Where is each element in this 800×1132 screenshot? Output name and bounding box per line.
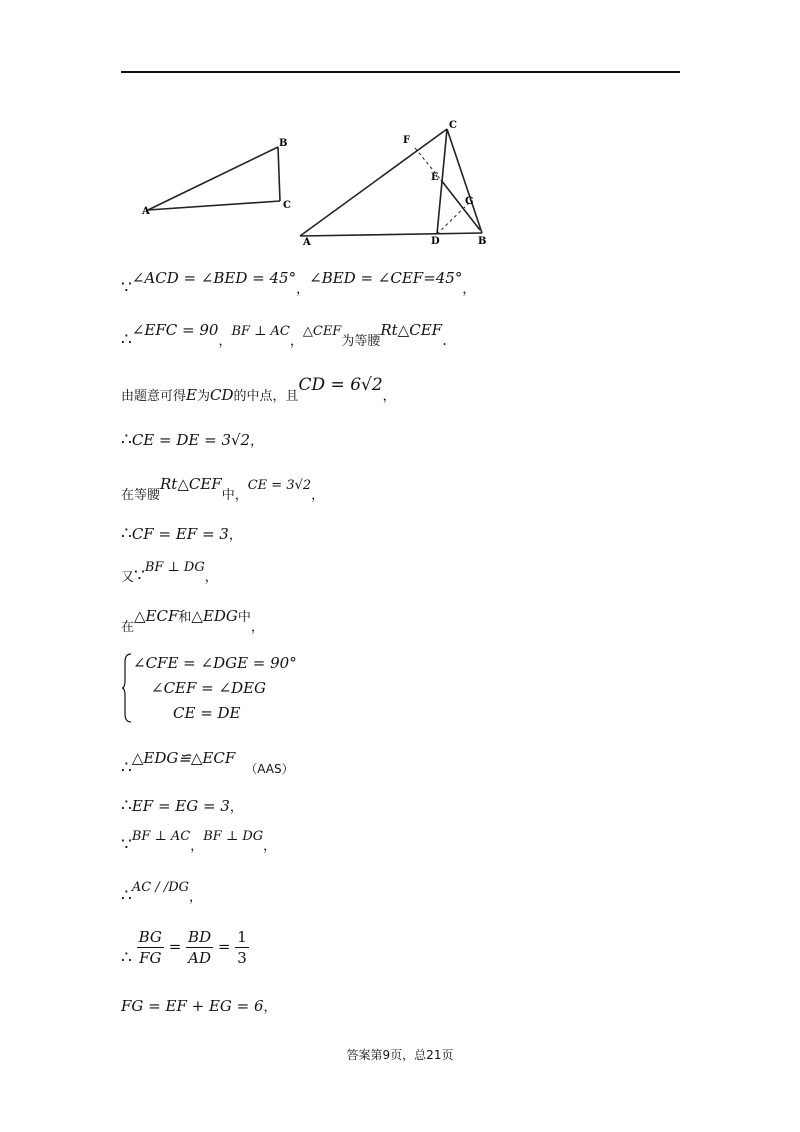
therefore-symbol: ∴: [121, 330, 132, 350]
left-brace: [121, 652, 133, 724]
right-label-E: E: [431, 172, 439, 183]
step-line-7: 又∵BF ⊥ DG，: [121, 560, 218, 586]
left-label-C: C: [283, 200, 291, 211]
step-line-4: ∴CE = DE = 3√2，: [121, 430, 264, 450]
left-label-B: B: [279, 138, 288, 149]
step-line-3: 由题意可得E为CD的中点，且CD = 6√2，: [121, 375, 396, 404]
system-row-2: ∠CEF = ∠DEG: [151, 679, 267, 697]
fraction-bd-ad: $\frac{BD}{AD}$: [188, 928, 212, 967]
left-triangle-figure: [148, 147, 280, 210]
right-label-C: C: [449, 120, 457, 131]
step-line-8: 在△ECF和△EDG中，: [121, 607, 264, 635]
right-triangle-figure: [300, 129, 482, 236]
page-footer: 答案第9页，总21页: [346, 1048, 454, 1062]
right-label-G: G: [465, 196, 474, 207]
step-line-13: ∴ $\frac{BG}{FG}$ = $\frac{BD}{AD}$ = $\frac{1}{3}$: [121, 928, 247, 968]
left-label-A: A: [142, 206, 150, 217]
step-line-1: ∵∠ACD = ∠BED = 45°，∠BED = ∠CEF=45°，: [121, 269, 476, 298]
fraction-one-third: $\frac{1}{3}$: [237, 928, 247, 967]
step-line-14: FG = EF + EG = 6，: [121, 997, 277, 1015]
step-line-9: ∴△EDG≌△ECF（AAS）: [121, 749, 294, 778]
step-line-11: ∵BF ⊥ AC，BF ⊥ DG，: [121, 829, 277, 855]
fraction-bg-fg: $\frac{BG}{FG}$: [138, 928, 162, 967]
step-line-2: ∴∠EFC = 90，BF ⊥ AC，△CEF为等腰Rt△CEF.: [121, 321, 447, 350]
right-label-A: A: [303, 237, 311, 248]
system-row-3: CE = DE: [173, 704, 241, 722]
step-line-5: 在等腰Rt△CEF中，CE = 3√2，: [121, 475, 325, 503]
system-row-1: ∠CFE = ∠DGE = 90°: [133, 654, 297, 672]
because-symbol: ∵: [121, 278, 132, 298]
geometry-figures: [0, 0, 800, 260]
right-label-F: F: [403, 135, 411, 146]
step-line-12: ∴AC / /DG，: [121, 880, 203, 906]
congruence-system: [121, 652, 321, 724]
right-label-B: B: [478, 236, 487, 247]
step-line-10: ∴EF = EG = 3，: [121, 796, 243, 816]
right-label-D: D: [431, 236, 440, 247]
dashed-perpendiculars: [415, 148, 470, 234]
step-line-6: ∴CF = EF = 3，: [121, 524, 242, 544]
